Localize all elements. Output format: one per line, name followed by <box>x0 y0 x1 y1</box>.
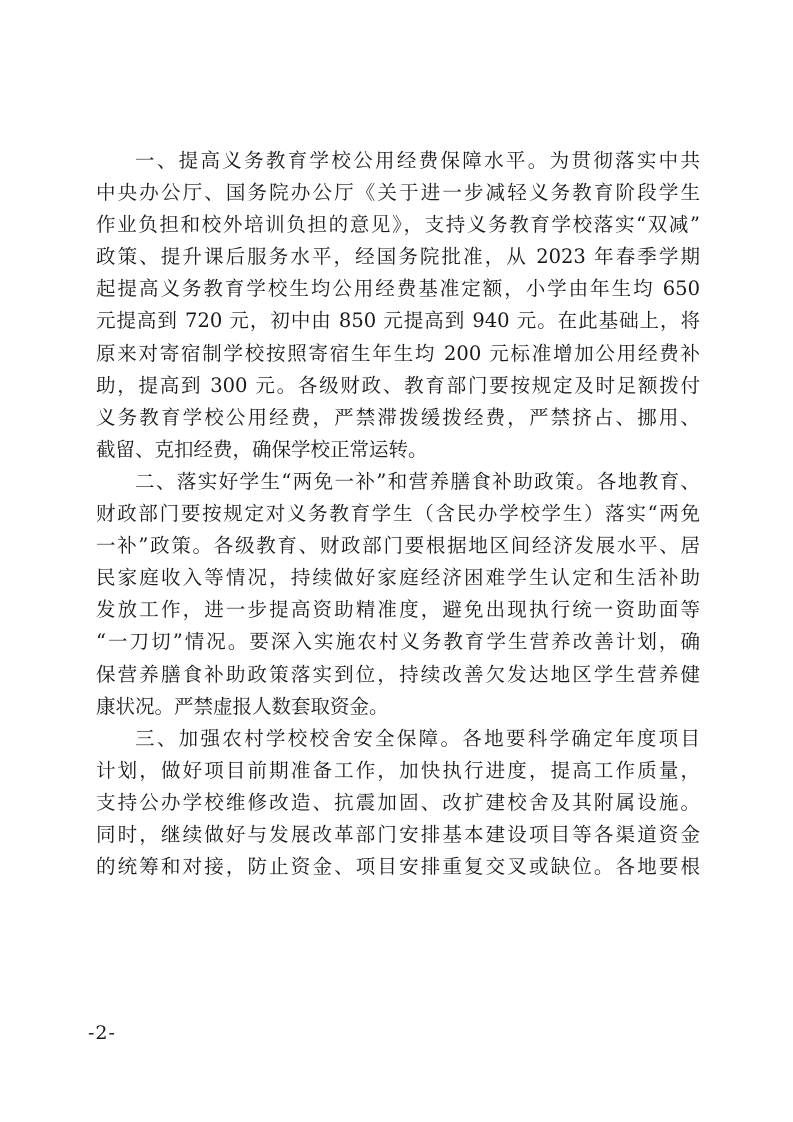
text-line: 一补”政策。各级教育、财政部门要根据地区间经济发展水平、居 <box>96 534 700 558</box>
text-line: 的统筹和对接，防止资金、项目安排重复交叉或缺位。各地要根 <box>96 855 700 879</box>
paragraph-2 <box>96 466 700 723</box>
text-line: 三、加强农村学校校舍安全保障。各地要科学确定年度项目 <box>135 726 700 750</box>
text-line: 起提高义务教育学校生均公用经费基准定额，小学由年生均 650 <box>96 277 700 301</box>
text-line: 财政部门要按规定对义务教育学生（含民办学校学生）落实“两免 <box>96 502 700 526</box>
text-line: 元提高到 720 元，初中由 850 元提高到 940 元。在此基础上，将 <box>96 309 700 333</box>
text-line: 支持公办学校维修改造、抗震加固、改扩建校舍及其附属设施。 <box>96 790 700 814</box>
text-line: 同时，继续做好与发展改革部门安排基本建设项目等各渠道资金 <box>96 822 700 846</box>
paragraph-3 <box>96 723 700 883</box>
text-line: 民家庭收入等情况，持续做好家庭经济困难学生认定和生活补助 <box>96 566 700 590</box>
text-line: 保营养膳食补助政策落实到位，持续改善欠发达地区学生营养健 <box>96 662 700 686</box>
text-line: 中央办公厅、国务院办公厅《关于进一步减轻义务教育阶段学生 <box>96 181 700 205</box>
text-line: 助，提高到 300 元。各级财政、教育部门要按规定及时足额拨付 <box>96 373 700 397</box>
text-line: 作业负担和校外培训负担的意见》，支持义务教育学校落实“双减” <box>96 213 700 237</box>
text-line: “一刀切”情况。要深入实施农村义务教育学生营养改善计划，确 <box>96 630 700 654</box>
text-line: 义务教育学校公用经费，严禁滞拨缓拨经费，严禁挤占、挪用、 <box>96 405 700 429</box>
text-line: 康状况。严禁虚报人数套取资金。 <box>96 694 389 718</box>
text-line: 原来对寄宿制学校按照寄宿生年生均 200 元标准增加公用经费补 <box>96 341 700 365</box>
text-line: 二、落实好学生“两免一补”和营养膳食补助政策。各地教育、 <box>135 469 700 493</box>
text-line: 政策、提升课后服务水平，经国务院批准，从 2023 年春季学期 <box>96 245 700 269</box>
paragraph-1 <box>96 145 700 466</box>
page-number: -2- <box>88 1022 116 1044</box>
text-line: 计划，做好项目前期准备工作，加快执行进度，提高工作质量， <box>96 758 700 782</box>
text-line: 一、提高义务教育学校公用经费保障水平。为贯彻落实中共 <box>135 149 700 172</box>
text-line: 截留、克扣经费，确保学校正常运转。 <box>96 437 428 461</box>
text-line: 发放工作，进一步提高资助精准度，避免出现执行统一资助面等 <box>96 598 700 622</box>
body-text <box>96 145 700 883</box>
